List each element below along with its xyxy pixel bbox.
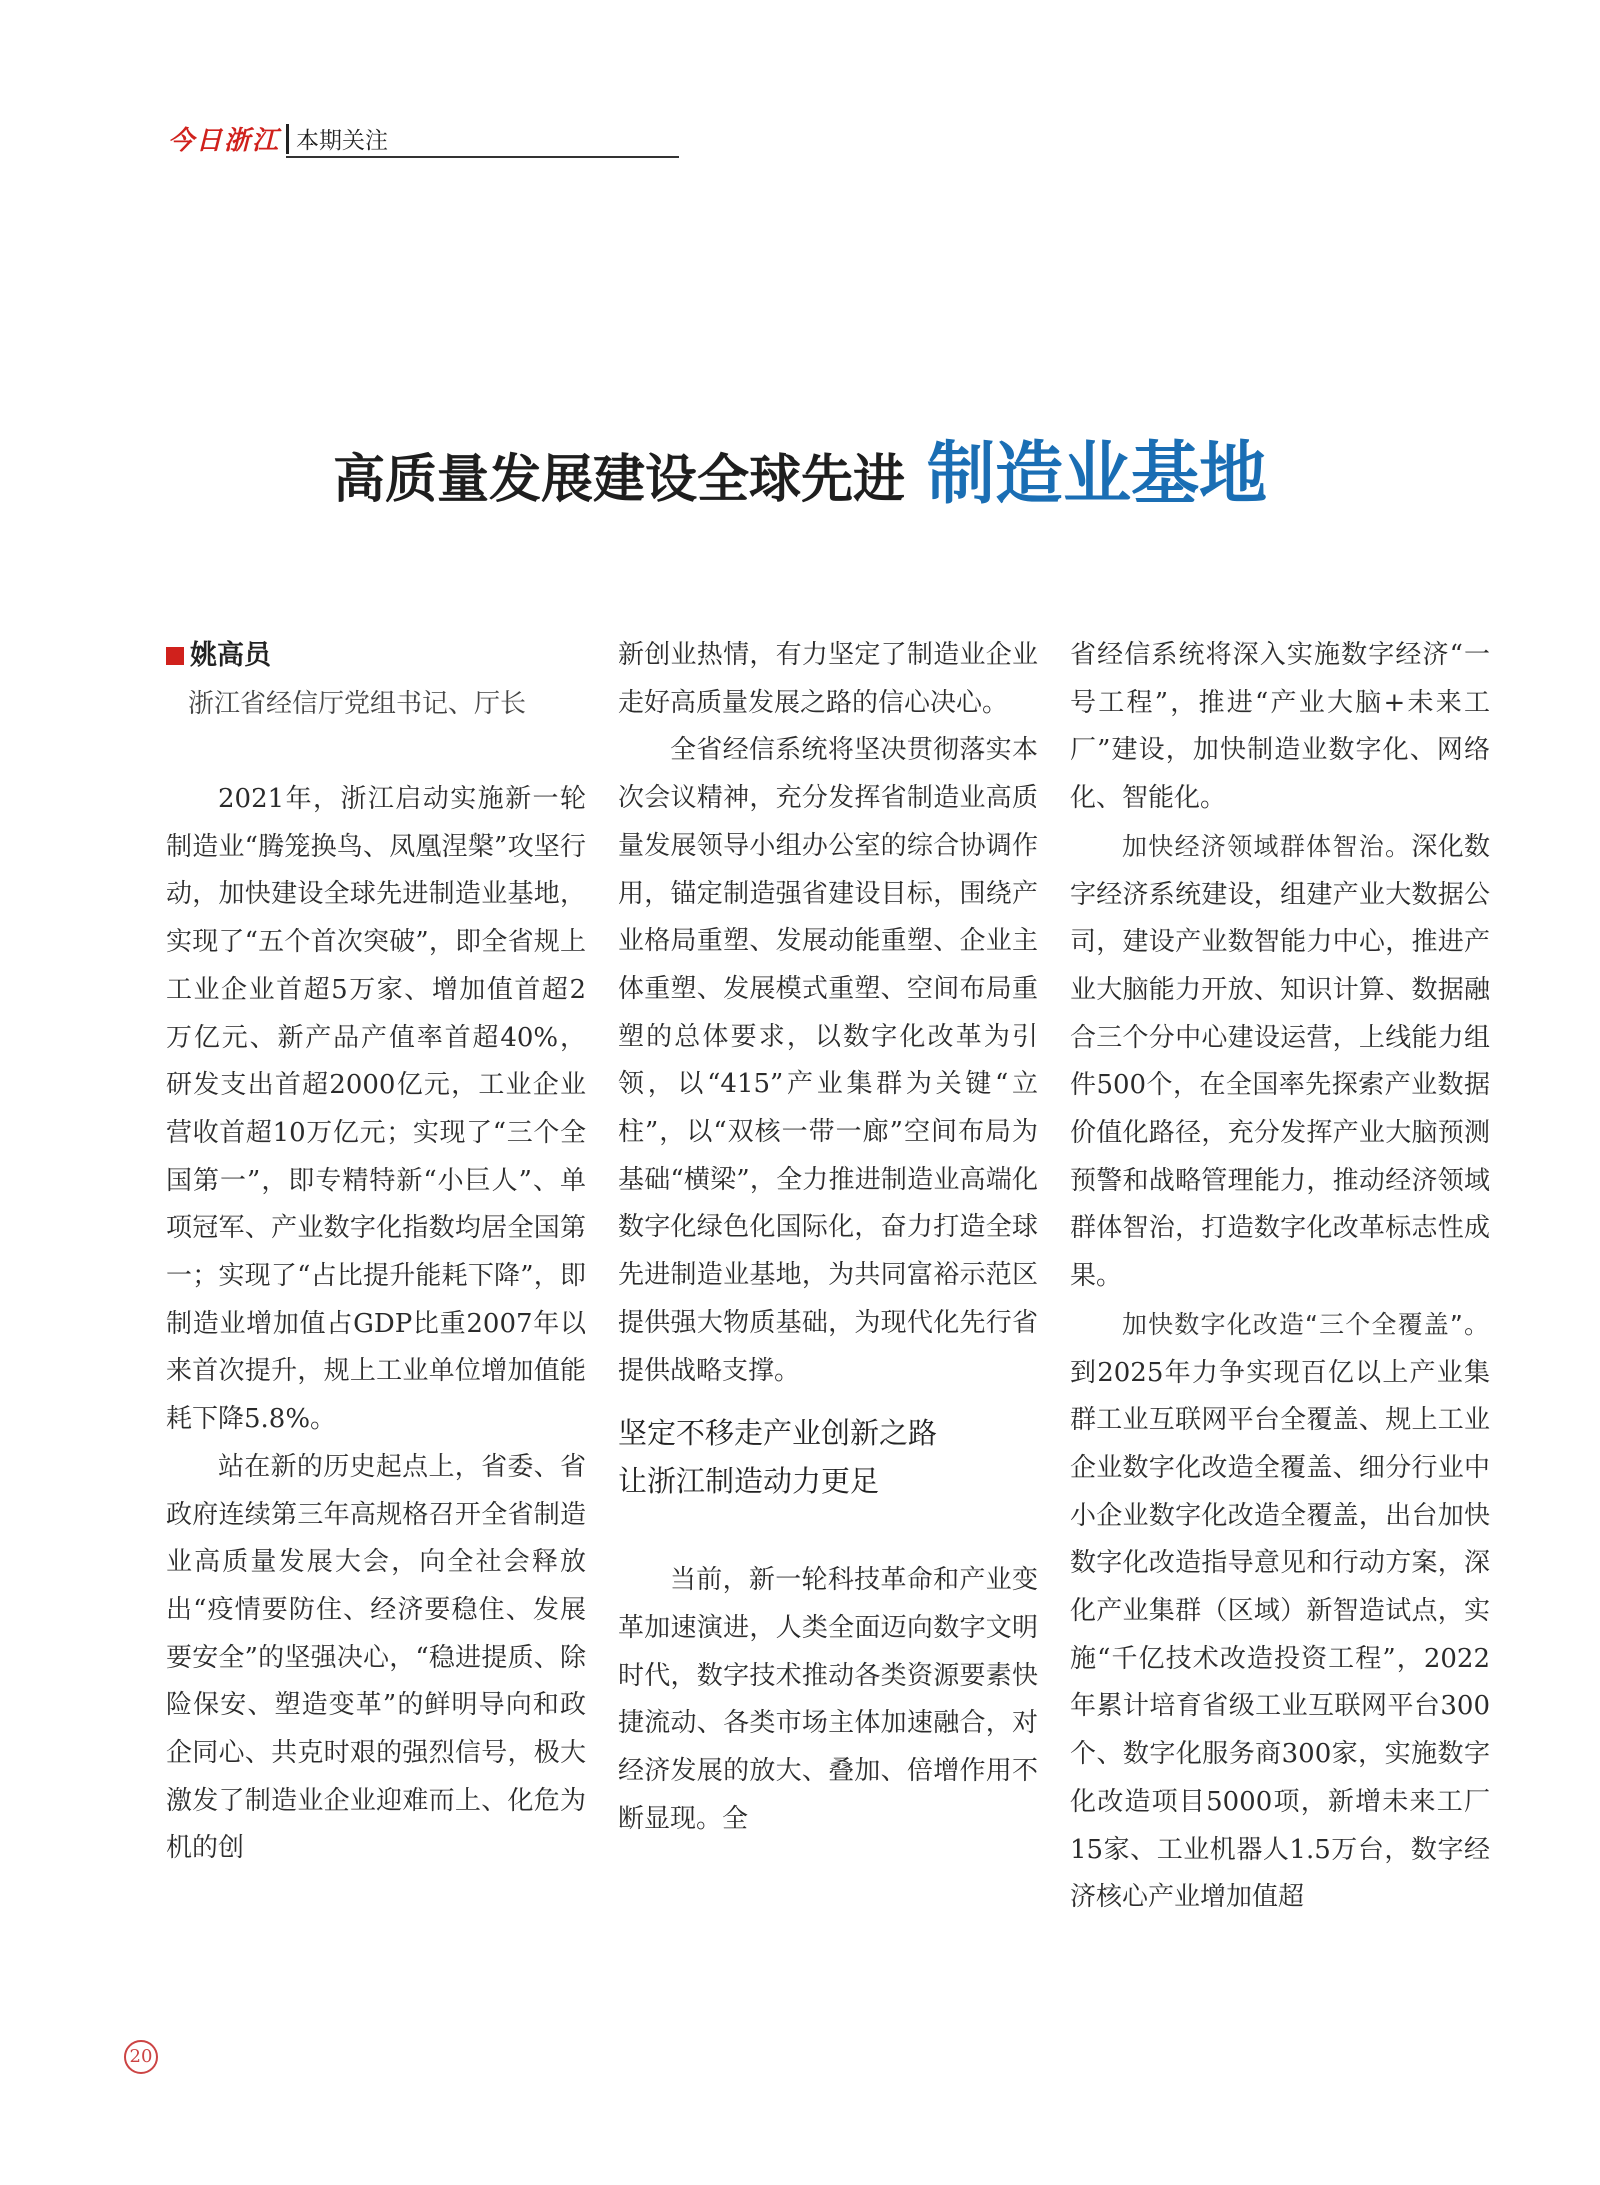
article-title <box>0 420 1600 517</box>
paragraph-lead: 加快经济领域群体智治。 <box>1122 831 1412 861</box>
section-label: 本期关注 <box>296 128 388 154</box>
spacer <box>166 728 586 776</box>
author-line <box>166 632 586 680</box>
title-main: 高质量发展建设全球先进 <box>332 449 905 510</box>
title-accent: 制造业基地 <box>927 435 1268 514</box>
subheading <box>618 1409 1038 1505</box>
author-position: 浙江省经信厅党组书记、厅长 <box>188 689 527 719</box>
column-1 <box>166 632 586 1873</box>
paragraph: 站在新的历史起点上，省委、省政府连续第三年高规格召开全省制造业高质量发展大会，向全社会释放出“疫情要防住、经济要稳住、发展要安全”的坚强决心，“稳进提质、除险保安、塑造变革”的鲜明导向和政企同心、共克时艰的强烈信号，极大激发了制造业企业迎难而上、化危为机的创 <box>166 1451 586 1864</box>
paragraph: 省经信系统将深入实施数字经济“一号工程”，推进“产业大脑+未来工厂”建设，加快制造业数字化、网络化、智能化。 <box>1070 640 1490 814</box>
paragraph-lead: 加快数字化改造“三个全覆盖”。 <box>1122 1309 1490 1339</box>
column-2 <box>618 632 1038 1843</box>
subheading-line-1: 坚定不移走产业创新之路 <box>618 1416 938 1451</box>
author-name: 姚高员 <box>190 640 271 672</box>
paragraph-body: 到2025年力争实现百亿以上产业集群工业互联网平台全覆盖、规上工业企业数字化改造全覆盖、细分行业中小企业数字化改造全覆盖，出台加快数字化改造指导意见和行动方案，深化产业集群（区域）新智造试点，实施“千亿技术改造投资工程”，2022年累计培育省级工业互联网平台300个、数字化服务商300家，实施数字化改造项目5000项，新增未来工厂15家、工业机器人1.5万台，数字经济核心产业增加值超 <box>1070 1357 1490 1913</box>
paragraph: 当前，新一轮科技革命和产业变革加速演进，人类全面迈向数字文明时代，数字技术推动各类资源要素快捷流动、各类市场主体加速融合，对经济发展的放大、叠加、倍增作用不断显现。全 <box>618 1565 1038 1834</box>
paragraph-body: 深化数字经济系统建设，组建产业大数据公司，建设产业数智能力中心，推进产业大脑能力开放、知识计算、数据融合三个分中心建设运营，上线能力组件500个，在全国率先探索产业数据价值化路径，充分发挥产业大脑预测预警和战略管理能力，推动经济领域群体智治，打造数字化改革标志性成果。 <box>1070 831 1490 1292</box>
paragraph <box>1070 1301 1490 1922</box>
paragraph: 全省经信系统将坚决贯彻落实本次会议精神，充分发挥省制造业高质量发展领导小组办公室的综合协调作用，锚定制造强省建设目标，围绕产业格局重塑、发展动能重塑、企业主体重塑、发展模式重塑、空间布局重塑的总体要求，以数字化改革为引领，以“415”产业集群为关键“立柱”，以“双核一带一廊”空间布局为基础“横梁”，全力推进制造业高端化数字化绿色化国际化，奋力打造全球先进制造业基地，为共同富裕示范区提供强大物质基础，为现代化先行省提供战略支撑。 <box>618 735 1038 1386</box>
column-3 <box>1070 632 1490 1922</box>
subheading-line-2: 让浙江制造动力更足 <box>618 1464 880 1499</box>
paragraph: 2021年，浙江启动实施新一轮制造业“腾笼换鸟、凤凰涅槃”攻坚行动，加快建设全球先进制造业基地，实现了“五个首次突破”，即全省规上工业企业首超5万家、增加值首超2万亿元、新产品产值率首超40%，研发支出首超2000亿元，工业企业营收首超10万亿元；实现了“三个全国第一”，即专精特新“小巨人”、单项冠军、产业数字化指数均居全国第一；实现了“占比提升能耗下降”，即制造业增加值占GDP比重2007年以来首次提升，规上工业单位增加值能耗下降5.8%。 <box>166 784 586 1435</box>
header-rule <box>286 156 679 158</box>
author-marker <box>166 647 184 665</box>
magazine-logo: 今日浙江 <box>168 126 281 156</box>
page-number: 20 <box>124 2040 158 2074</box>
header-separator <box>286 124 289 154</box>
paragraph: 新创业热情，有力坚定了制造业企业走好高质量发展之路的信心决心。 <box>618 640 1038 718</box>
paragraph <box>1070 823 1490 1301</box>
